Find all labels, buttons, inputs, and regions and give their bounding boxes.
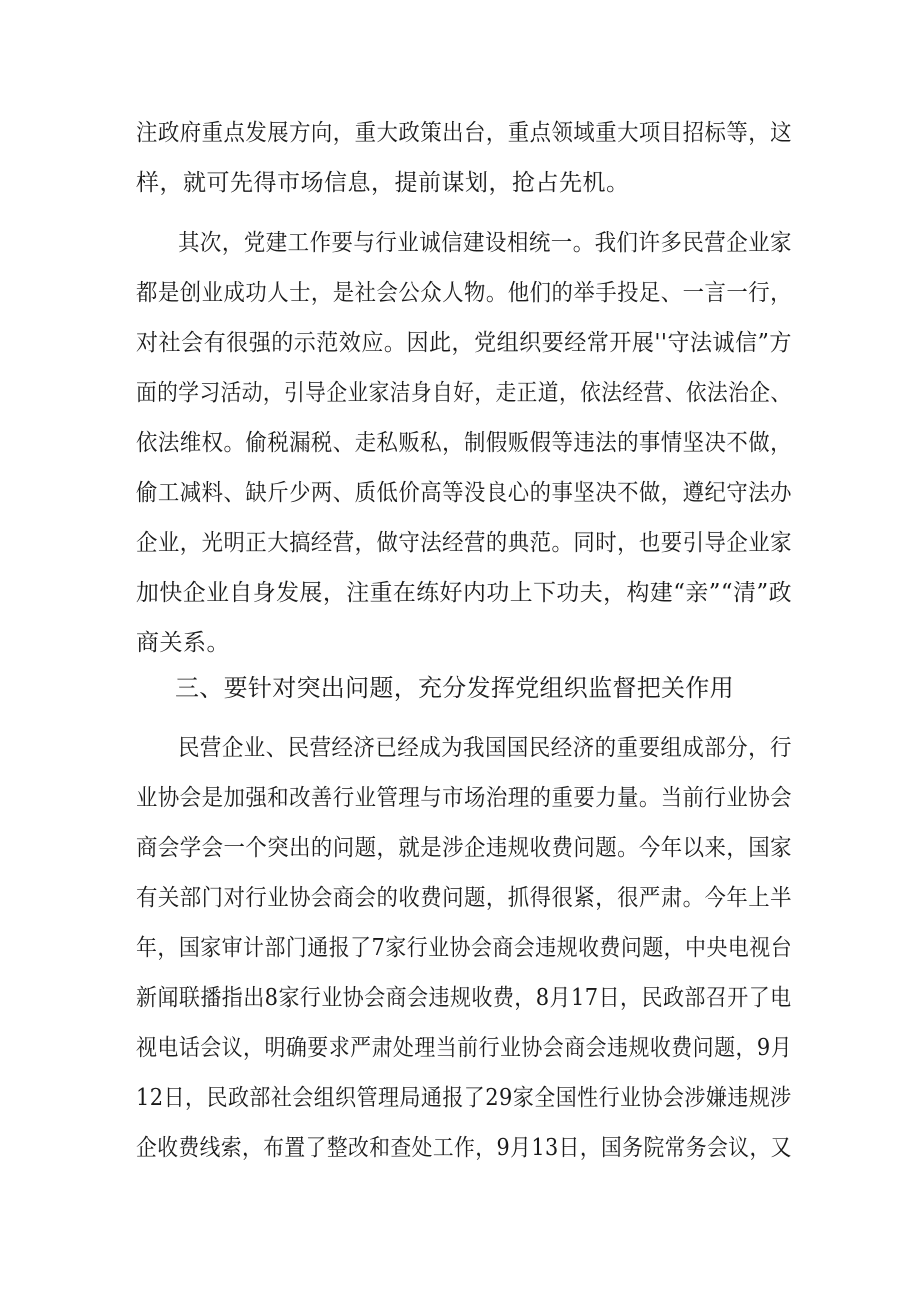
text-line: 商会学会一个突出的问题，就是涉企违规收费问题。今年以来，国家 <box>136 835 793 861</box>
text-line: 民营企业、民营经济已经成为我国国民经济的重要组成部分，行 <box>178 735 792 761</box>
text-line: 业协会是加强和改善行业管理与市场治理的重要力量。当前行业协会 <box>136 785 793 811</box>
text-line: 12日，民政部社会组织管理局通报了29家全国性行业协会涉嫌违规涉 <box>136 1085 792 1111</box>
section-heading: 三、要针对突出问题，充分发挥党组织监督把关作用 <box>175 674 734 702</box>
text-line: 企收费线索，布置了整改和查处工作，9月13日，国务院常务会议，又 <box>136 1135 792 1161</box>
text-line: 有关部门对行业协会商会的收费问题，抓得很紧，很严肃。今年上半 <box>136 885 793 911</box>
text-line: 样，就可先得市场信息，提前谋划，抢占先机。 <box>136 170 630 196</box>
text-line: 对社会有很强的示范效应。因此，党组织要经常开展''守法诚信”方 <box>136 330 792 356</box>
text-line: 年，国家审计部门通报了7家行业协会商会违规收费问题，中央电视台 <box>136 935 793 961</box>
text-line: 企业，光明正大搞经营，做守法经营的典范。同时，也要引导企业家 <box>136 530 793 556</box>
text-line: 新闻联播指出8家行业协会商会违规收费，8月17日，民政部召开了电 <box>136 985 792 1011</box>
text-line: 面的学习活动，引导企业家洁身自好，走正道，依法经营、依法治企、 <box>136 380 792 406</box>
text-line: 偷工减料、缺斤少两、质低价高等没良心的事坚决不做，遵纪守法办 <box>136 480 793 506</box>
text-line: 加快企业自身发展，注重在练好内功上下功夫，构建“亲”“清”政 <box>136 580 793 606</box>
text-line: 视电话会议，明确要求严肃处理当前行业协会商会违规收费问题，9月 <box>136 1035 793 1061</box>
text-line: 依法维权。偷税漏税、走私贩私，制假贩假等违法的事情坚决不做， <box>136 430 793 456</box>
text-line: 其次，党建工作要与行业诚信建设相统一。我们许多民营企业家 <box>178 230 792 256</box>
text-line: 注政府重点发展方向，重大政策出台，重点领域重大项目招标等，这 <box>136 120 793 146</box>
text-line: 商关系。 <box>136 630 230 656</box>
text-line: 都是创业成功人士，是社会公众人物。他们的举手投足、一言一行， <box>136 280 793 306</box>
